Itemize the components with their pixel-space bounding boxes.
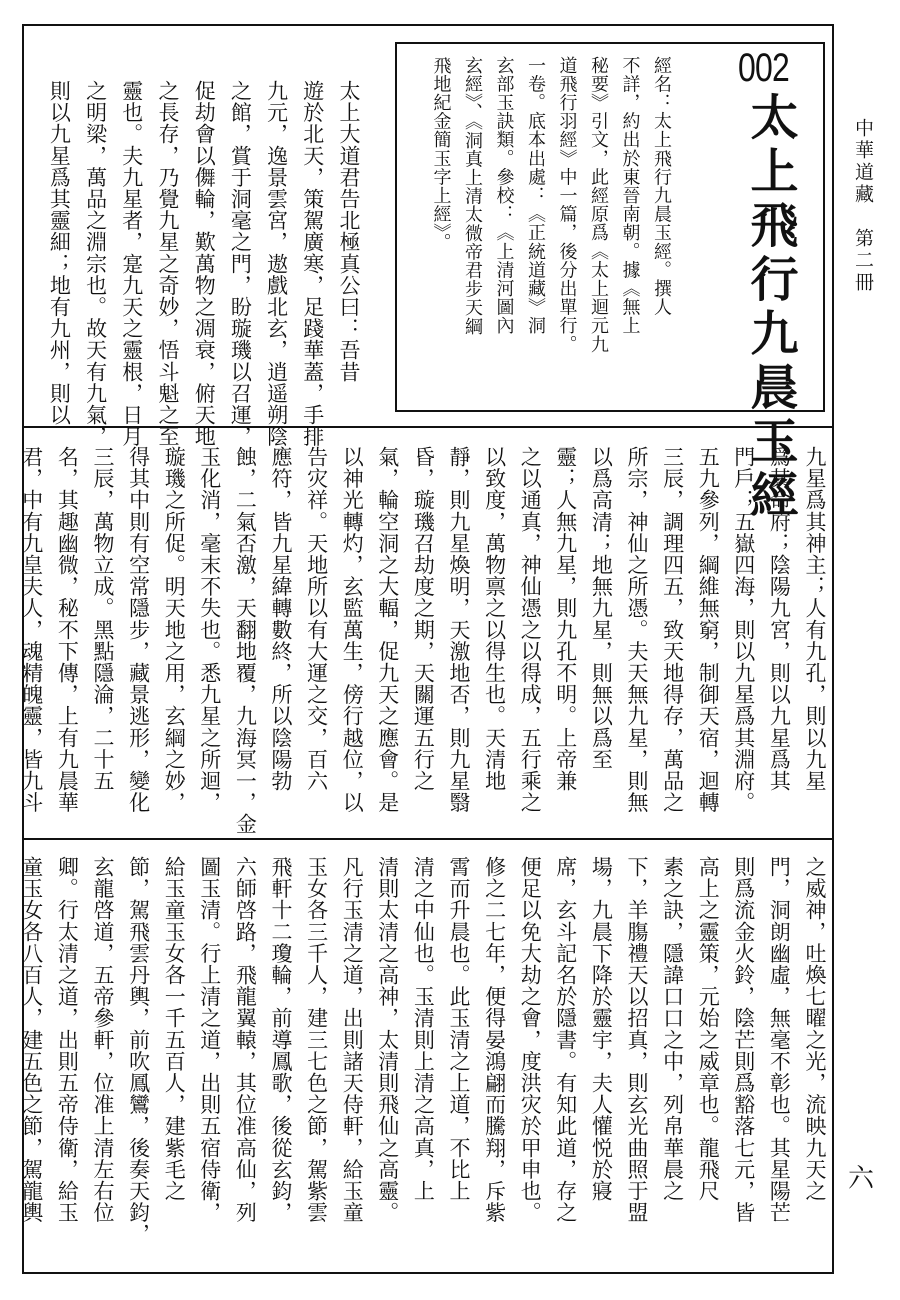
text-column: 圖玉清。行上清之道，出則五宿侍衛， bbox=[197, 856, 222, 1224]
text-column: 之長存，乃覺九星之奇妙，悟斗魁之至 bbox=[156, 80, 180, 448]
text-column: 之明梁，萬品之淵宗也。故天有九氣， bbox=[83, 80, 108, 448]
text-column: 給玉童玉女各一千五百人，建紫毛之 bbox=[162, 856, 187, 1202]
text-column: 玄部玉訣類。參校：《上清河圖內 bbox=[493, 56, 515, 335]
text-column: 場，九晨下降於靈宇，夫人懽悦於寢 bbox=[589, 856, 614, 1202]
text-column: 便足以免大劫之會，度洪灾於甲申也。 bbox=[518, 856, 543, 1224]
text-column: 九星爲其神主；人有九孔，則以九星 bbox=[803, 446, 827, 792]
text-column: 之威神，吐煥七曜之光，流映九天之 bbox=[803, 856, 827, 1202]
text-column: 玉女各三千人，建三七色之節，駕紫雲 bbox=[304, 856, 329, 1224]
text-column: 璇璣之所促。明天地之用，玄綱之妙， bbox=[162, 446, 187, 814]
text-column: 素之訣，隱諱口口之中，列帛華晨之 bbox=[660, 856, 685, 1202]
text-column: 玉化消，毫末不失也。悉九星之所迴， bbox=[197, 446, 222, 814]
text-column: 霄而升晨也。此玉清之上道，不比上 bbox=[447, 856, 471, 1202]
text-column: 蝕，二氣否激，天翻地覆，九海冥一，金 bbox=[233, 446, 258, 835]
text-column: 卿。行太清之道，出則五帝侍衛，給玉 bbox=[55, 856, 80, 1224]
text-column: 昏，璇璣召劫度之期，天關運五行之 bbox=[411, 446, 436, 792]
text-column: 清則太清之高神，太清則飛仙之高靈。 bbox=[375, 856, 400, 1224]
section-divider-bottom bbox=[22, 838, 834, 840]
text-column: 童玉女各八百人，建五色之節，駕龍輿 bbox=[19, 856, 44, 1224]
text-column: 君，中有九皇夫人，魂精魄靈，皆九斗 bbox=[19, 446, 44, 814]
text-column: 清之中仙也。玉清則上清之高真，上 bbox=[411, 856, 436, 1202]
text-column: 秘要》引文，此經原爲《太上迴元九 bbox=[588, 56, 609, 354]
text-column: 以致度，萬物禀之以得生也。天清地 bbox=[482, 446, 507, 792]
text-column: 飛地紀金簡玉字上經》。 bbox=[430, 56, 452, 252]
text-column: 氣，輪空洞之大輻，促九天之應會。是 bbox=[375, 446, 400, 814]
running-header: 中華道藏 第二冊 bbox=[852, 118, 874, 294]
text-column: 得其中則有空常隱步，藏景逃形，變化 bbox=[126, 446, 151, 814]
text-column: 飛軒十二瓊輪，前導鳳歌，後從玄鈞， bbox=[269, 856, 293, 1224]
text-column: 以神光轉灼，玄監萬生，傍行越位，以 bbox=[340, 446, 365, 814]
text-column: 門，洞朗幽虛，無毫不彰也。其星陽芒 bbox=[767, 856, 792, 1224]
text-column: 九元，逸景雲宮，遨戲北玄，逍遥朔陰 bbox=[264, 80, 289, 448]
text-column: 之以通真，神仙憑之以得成，五行乘之 bbox=[518, 446, 543, 814]
text-column: 告灾祥。天地所以有大運之交，百六 bbox=[304, 446, 329, 792]
text-column: 促劫會以儛輪，歎萬物之凋衰，俯天地 bbox=[192, 80, 217, 448]
section-divider-top bbox=[22, 426, 834, 428]
text-column: 靈；人無九星，則九孔不明。上帝兼 bbox=[553, 446, 578, 792]
text-column: 靈也。夫九星者，寔九天之靈根，日月 bbox=[119, 80, 144, 448]
page-number: 六 bbox=[848, 1164, 875, 1194]
text-column: 經名：太上飛行九晨玉經。撰人 bbox=[651, 56, 672, 317]
text-column: 所宗，神仙之所憑。夫天無九星，則無 bbox=[625, 446, 649, 814]
text-column: 玄龍啓道，五帝參軒，位准上清左右位 bbox=[91, 856, 115, 1224]
text-column: 則以九星爲其靈細；地有九州，則以 bbox=[47, 80, 72, 426]
text-column: 靜，則九星煥明，天激地否，則九星翳 bbox=[447, 446, 471, 814]
text-column: 應符，皆九星緯轉數終，所以陰陽勃 bbox=[269, 446, 293, 792]
text-column: 玄經》、《洞真上清太微帝君步天綱 bbox=[462, 56, 483, 336]
text-column: 則爲流金火鈴，陰芒則爲豁落七元，皆 bbox=[731, 856, 756, 1224]
text-column: 三辰，調理四五，致天地得存，萬品之 bbox=[660, 446, 685, 814]
text-column: 之館，賞于洞毫之門，盼璇璣以召運， bbox=[228, 80, 253, 448]
text-column: 太上大道君告北極真公曰：吾昔 bbox=[337, 80, 361, 383]
text-column: 名，其趣幽微，秘不下傳，上有九晨華 bbox=[55, 446, 80, 814]
text-column: 節，駕飛雲丹輿，前吹鳳鸞，後奏天鈞， bbox=[126, 856, 151, 1245]
text-column: 六師啓路，飛龍翼轅，其位准高仙，列 bbox=[233, 856, 258, 1224]
text-column: 三辰，萬物立成。黑點隱淪，二十五 bbox=[91, 446, 115, 792]
scripture-title: 太上飛行九晨玉經 bbox=[742, 92, 798, 524]
text-column: 不詳，約出於東晉南朝。據《無上 bbox=[619, 56, 641, 335]
text-column: 門戶；五嶽四海，則以九星爲其淵府。 bbox=[731, 446, 756, 814]
text-column: 下，羊膓禮天以招真，則玄光曲照于盟 bbox=[625, 856, 649, 1224]
text-column: 席，玄斗記名於隱書。有知此道，存之 bbox=[553, 856, 578, 1224]
text-column: 修之二七年，便得晏鴻翩而騰翔，斥紫 bbox=[482, 856, 507, 1224]
text-column: 凡行玉清之道，出則諸天侍軒，給玉童 bbox=[340, 856, 365, 1224]
text-column: 以爲高清；地無九星，則無以爲至 bbox=[589, 446, 614, 770]
text-column: 一卷。底本出處：《正統道藏》洞 bbox=[525, 56, 546, 335]
text-column: 道飛行羽經》中一篇，後分出單行。 bbox=[556, 56, 578, 354]
text-column: 爲其命府；陰陽九宮，則以九星爲其 bbox=[767, 446, 792, 792]
text-column: 遊於北天，策駕廣寒，足踐華蓋，手排 bbox=[300, 80, 325, 448]
text-column: 五九參列，綱維無窮，制御天宿，迴轉 bbox=[696, 446, 721, 814]
text-column: 高上之靈策，元始之威章也。龍飛尺 bbox=[696, 856, 721, 1202]
scripture-number: 002 bbox=[738, 46, 789, 90]
